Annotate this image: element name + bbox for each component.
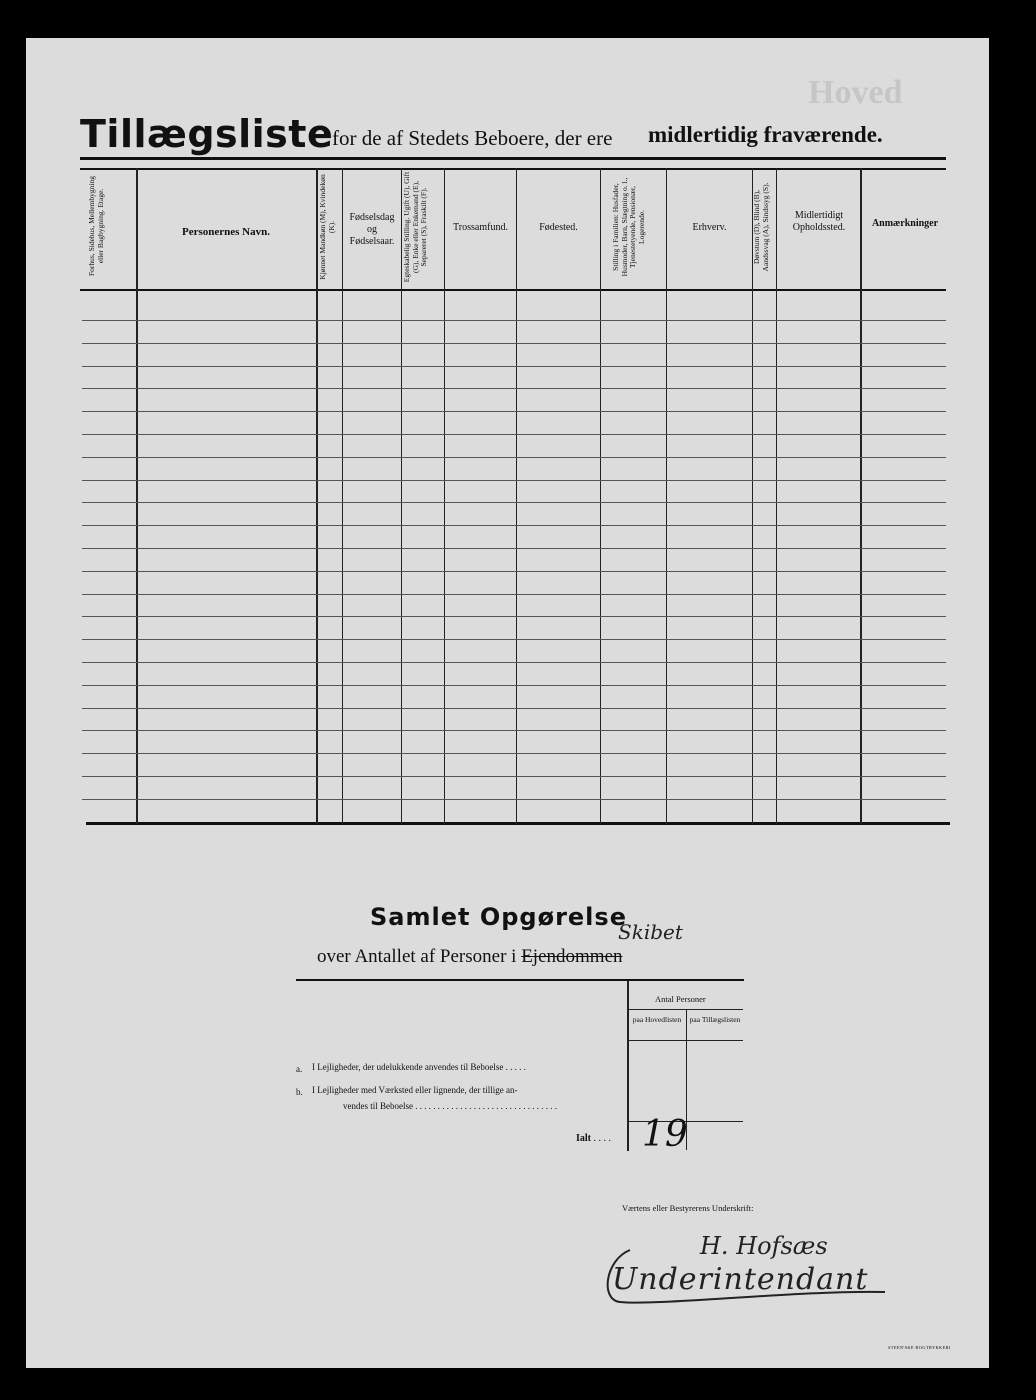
summary-subtitle-struck: Ejendommen bbox=[521, 946, 623, 967]
header-family-position: Stilling i Familien: Husfader, Husmoder, Barn, Slægtning o. l., Tjenestetyende, Pensionær, Logerende. bbox=[611, 177, 646, 277]
summary-top-rule bbox=[296, 979, 744, 981]
table-row-line bbox=[82, 366, 946, 367]
table-row-line bbox=[82, 388, 946, 389]
signature-label: Værtens eller Bestyrerens Underskrift: bbox=[622, 1203, 754, 1213]
form-title bbox=[80, 112, 950, 158]
header-birthdate-1: Fødselsdag bbox=[349, 212, 395, 223]
summary-ialt-value: 19 bbox=[642, 1114, 688, 1155]
title-main: Tillægsliste bbox=[80, 112, 334, 156]
header-birthdate-2: og bbox=[367, 224, 377, 235]
summary-title: Samlet Opgørelse bbox=[370, 903, 627, 931]
table-row-line bbox=[82, 320, 946, 321]
header-occupation: Erhverv. bbox=[692, 222, 727, 233]
signature-name: H. Hofsæs bbox=[700, 1232, 828, 1260]
table-bottom-rule bbox=[86, 822, 950, 825]
header-sex: Kjønnet Mandkøn (M), Kvindekøn (K). bbox=[318, 174, 336, 280]
table-row-line bbox=[82, 411, 946, 412]
table-row-line bbox=[82, 685, 946, 686]
table-row-line bbox=[82, 502, 946, 503]
col-divider bbox=[776, 168, 777, 824]
col-divider bbox=[600, 168, 601, 824]
header-name: Personernes Navn. bbox=[182, 226, 270, 238]
header-marital: Egteskabelig Stilling. Ugift (U), Gift (G), Enke eller Enkemand (E), Separeret (S), Fraskilt (F). bbox=[402, 171, 429, 283]
signature-flourish bbox=[600, 1240, 890, 1310]
table-row-line bbox=[82, 708, 946, 709]
summary-row-a-label: a. bbox=[296, 1064, 303, 1074]
summary-row-b-text2: vendes til Beboelse . . . . . . . . . . . . . . . . . . . . . . . . . . . . . . . . bbox=[343, 1101, 557, 1111]
table-header-rule bbox=[80, 289, 946, 291]
table-row-line bbox=[82, 799, 946, 800]
col-divider bbox=[860, 168, 862, 824]
header-birthdate bbox=[344, 212, 400, 248]
col-divider bbox=[136, 168, 138, 824]
summary-col-line bbox=[627, 981, 629, 1151]
table-row-line bbox=[82, 616, 946, 617]
title-rule bbox=[80, 157, 946, 160]
summary-ialt-text: Ialt bbox=[576, 1133, 591, 1144]
table-row-line bbox=[82, 434, 946, 435]
summary-col-tillaeg: paa Tillægslisten bbox=[689, 1015, 741, 1024]
col-divider bbox=[342, 168, 343, 824]
table-row-line bbox=[82, 753, 946, 754]
title-bold: midlertidig fraværende. bbox=[648, 122, 883, 147]
col-divider bbox=[516, 168, 517, 824]
title-sub: for de af Stedets Beboere, der ere bbox=[332, 126, 613, 150]
header-building: Forhus, Sidehus, Mellembygning eller Bagbygning. Etage. bbox=[87, 176, 105, 277]
table-row-line bbox=[82, 480, 946, 481]
printer-credit: STEEN'SKE BOGTRYKKERI bbox=[888, 1345, 951, 1350]
table-top-rule bbox=[80, 168, 946, 170]
header-birthplace: Fødested. bbox=[539, 222, 578, 233]
summary-antal-rule bbox=[629, 1009, 743, 1010]
table-row-line bbox=[82, 525, 946, 526]
summary-row-a-content: I Lejligheder, der udelukkende anvendes til Beboelse bbox=[312, 1062, 504, 1072]
summary-subhdr-rule bbox=[629, 1040, 743, 1041]
header-disability: Døvstum (D), Blind (B), Aandssvag (A), Sindssyg (S). bbox=[752, 182, 770, 272]
col-divider bbox=[444, 168, 445, 824]
summary-row-a-text: I Lejligheder, der udelukkende anvendes til Beboelse . . . . . bbox=[312, 1062, 526, 1072]
header-birthdate-3: Fødselsaar. bbox=[349, 236, 395, 247]
col-divider bbox=[666, 168, 667, 824]
header-temp-residence: Midlertidigt Opholdssted. bbox=[792, 210, 846, 233]
table-row-line bbox=[82, 594, 946, 595]
summary-row-b-content: vendes til Beboelse bbox=[343, 1101, 413, 1111]
table-row-line bbox=[82, 548, 946, 549]
header-faint-text: Hoved bbox=[808, 74, 903, 111]
summary-subtitle-text: over Antallet af Personer i bbox=[317, 946, 517, 967]
table-row-line bbox=[82, 662, 946, 663]
table-row-line bbox=[82, 343, 946, 344]
summary-col-hoved: paa Hovedlisten bbox=[632, 1015, 682, 1024]
summary-row-b-text1: I Lejligheder med Værksted eller lignende, der tillige an- bbox=[312, 1085, 518, 1095]
header-religion: Trossamfund. bbox=[453, 222, 508, 233]
header-remarks: Anmærkninger bbox=[871, 218, 939, 229]
table-row-line bbox=[82, 639, 946, 640]
summary-antal-header: Antal Personer bbox=[655, 994, 706, 1004]
signature-title: Underintendant bbox=[612, 1262, 869, 1297]
summary-ialt-label: Ialt . . . . bbox=[576, 1133, 611, 1144]
summary-row-b-label: b. bbox=[296, 1087, 303, 1097]
summary-subtitle bbox=[317, 946, 623, 968]
table-row-line bbox=[82, 730, 946, 731]
table-row-line bbox=[82, 457, 946, 458]
summary-handwritten-word: Skibet bbox=[618, 920, 683, 944]
table-row-line bbox=[82, 776, 946, 777]
table-row-line bbox=[82, 571, 946, 572]
